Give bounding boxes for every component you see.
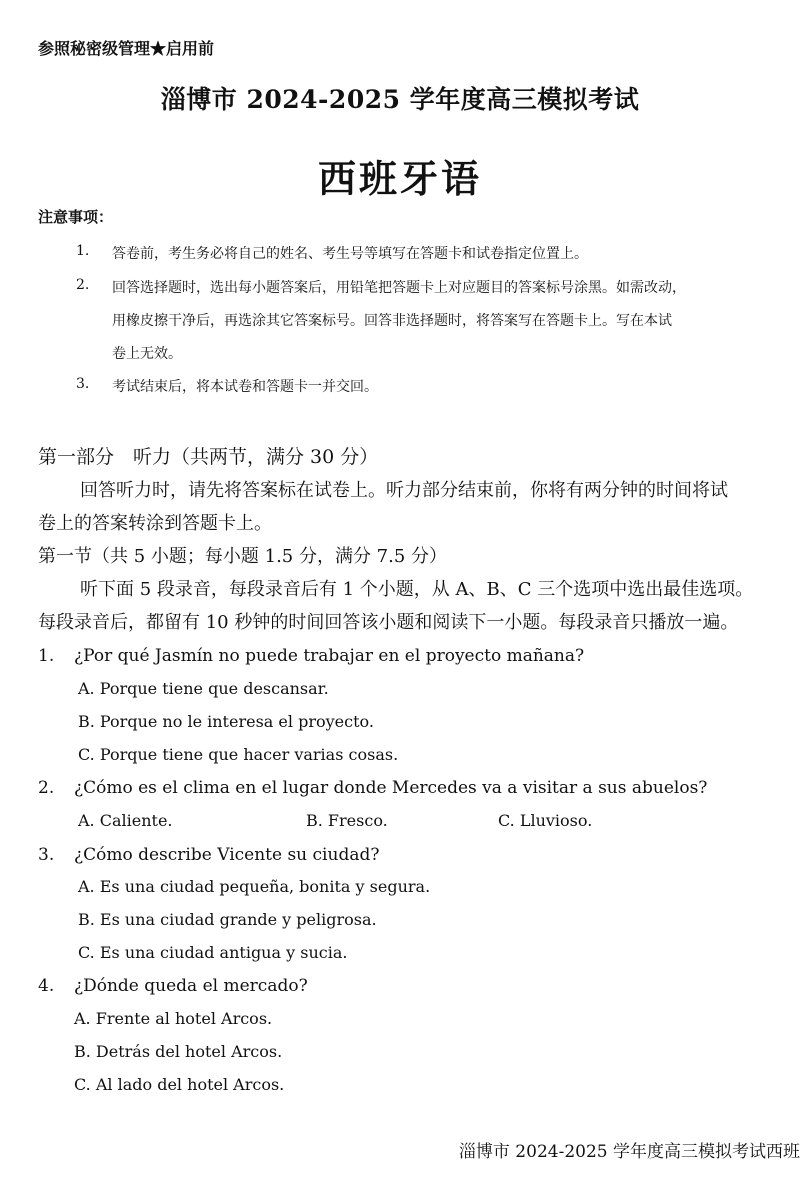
question-text: ¿Dónde queda el mercado?	[74, 976, 308, 996]
section-heading: 第一节（共 5 小题；每小题 1.5 分，满分 7.5 分）	[38, 546, 448, 567]
option: B. Fresco.	[306, 811, 388, 830]
option: B. Detrás del hotel Arcos.	[74, 1042, 283, 1061]
question-number: 2.	[38, 778, 55, 798]
option: A. Frente al hotel Arcos.	[74, 1009, 273, 1028]
notice-item-text: 答卷前，考生务必将自己的姓名、考生号等填写在答题卡和试卷指定位置上。	[112, 246, 588, 262]
option: C. Porque tiene que hacer varias cosas.	[78, 745, 399, 764]
notice-item-number: 3.	[76, 376, 90, 392]
question-number: 4.	[38, 976, 55, 996]
option: A. Caliente.	[78, 811, 173, 830]
exam-title: 淄博市 2024-2025 学年度高三模拟考试	[160, 85, 640, 114]
page-footer: 淄博市 2024-2025 学年度高三模拟考试西班	[458, 1142, 800, 1162]
option: C. Al lado del hotel Arcos.	[74, 1075, 285, 1094]
notice-item-number: 1.	[76, 243, 90, 259]
part-heading: 第一部分 听力（共两节，满分 30 分）	[38, 446, 379, 468]
notice-heading: 注意事项：	[38, 208, 114, 226]
part-intro: 回答听力时，请先将答案标在试卷上。听力部分结束前，你将有两分钟的时间将试	[80, 480, 728, 501]
question-text: ¿Cómo es el clima en el lugar donde Mercedes va a visitar a sus abuelos?	[74, 778, 708, 798]
part-intro: 卷上的答案转涂到答题卡上。	[38, 513, 272, 534]
question-text: ¿Cómo describe Vicente su ciudad?	[74, 845, 380, 865]
option: C. Es una ciudad antigua y sucia.	[78, 943, 348, 962]
question-number: 1.	[38, 646, 55, 666]
option: B. Porque no le interesa el proyecto.	[78, 712, 374, 731]
option: A. Porque tiene que descansar.	[78, 679, 329, 698]
question-text: ¿Por qué Jasmín no puede trabajar en el proyecto mañana?	[74, 646, 585, 666]
option: C. Lluvioso.	[498, 811, 593, 830]
notice-item-text: 考试结束后，将本试卷和答题卡一并交回。	[112, 379, 378, 395]
section-intro: 听下面 5 段录音，每段录音后有 1 个小题，从 A、B、C 三个选项中选出最佳选项。	[80, 579, 754, 600]
section-intro: 每段录音后，都留有 10 秒钟的时间回答该小题和阅读下一小题。每段录音只播放一遍。	[38, 612, 739, 633]
option: B. Es una ciudad grande y peligrosa.	[78, 910, 377, 929]
notice-item-text: 回答选择题时，选出每小题答案后，用铅笔把答题卡上对应题目的答案标号涂黑。如需改动，	[112, 280, 686, 296]
option: A. Es una ciudad pequeña, bonita y segura.	[78, 877, 431, 896]
notice-item-text: 用橡皮擦干净后，再选涂其它答案标号。回答非选择题时，将答案写在答题卡上。写在本试	[112, 313, 672, 329]
confidentiality-notice: 参照秘密级管理★启用前	[38, 39, 215, 58]
notice-item-text: 卷上无效。	[112, 346, 182, 362]
subject-title: 西班牙语	[317, 156, 482, 201]
notice-item-number: 2.	[76, 277, 90, 293]
question-number: 3.	[38, 845, 55, 865]
